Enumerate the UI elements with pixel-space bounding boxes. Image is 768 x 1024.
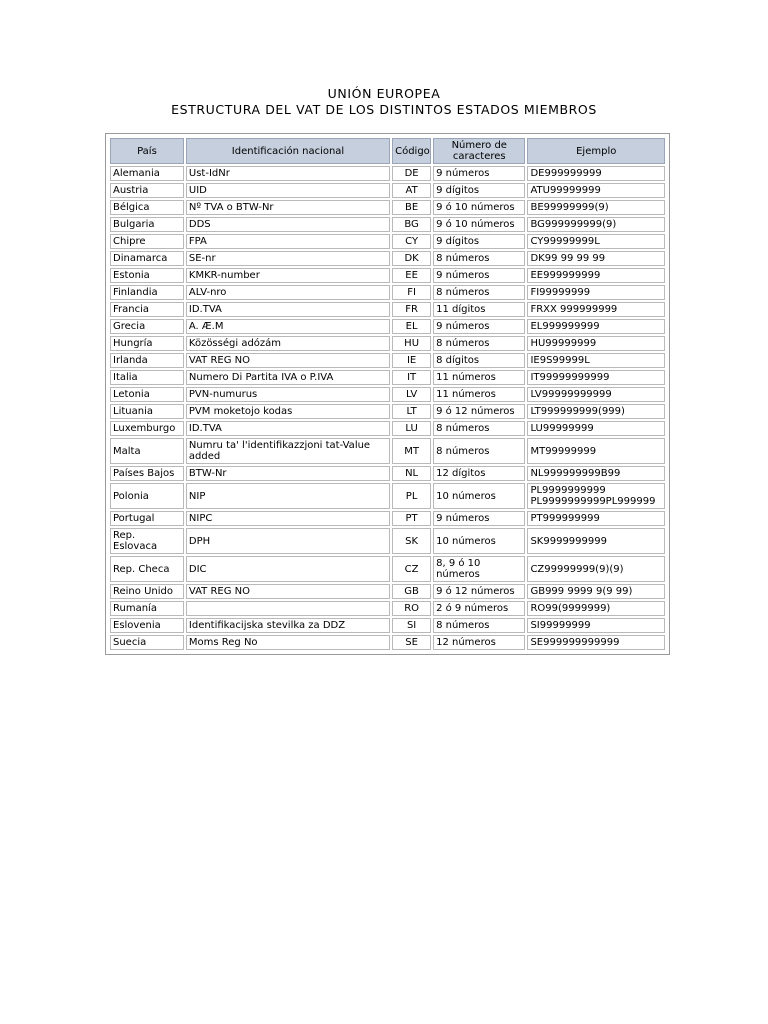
table-row bbox=[110, 166, 665, 181]
cell-national-id: Ust-IdNr bbox=[186, 166, 390, 181]
header-national-id: Identificación nacional bbox=[186, 138, 390, 164]
cell-code: BG bbox=[392, 217, 431, 232]
cell-example: IT99999999999 bbox=[527, 370, 665, 385]
cell-char-count: 10 números bbox=[433, 483, 525, 509]
table-body bbox=[110, 166, 665, 650]
table-row bbox=[110, 302, 665, 317]
table-row bbox=[110, 438, 665, 464]
table-row bbox=[110, 404, 665, 419]
cell-char-count: 12 números bbox=[433, 635, 525, 650]
vat-structure-table bbox=[108, 136, 667, 652]
table-row bbox=[110, 319, 665, 334]
cell-char-count: 9 dígitos bbox=[433, 234, 525, 249]
table-row bbox=[110, 584, 665, 599]
cell-code: MT bbox=[392, 438, 431, 464]
cell-national-id: DPH bbox=[186, 528, 390, 554]
cell-example: ATU99999999 bbox=[527, 183, 665, 198]
cell-country: Irlanda bbox=[110, 353, 184, 368]
cell-code: LT bbox=[392, 404, 431, 419]
cell-code: NL bbox=[392, 466, 431, 481]
cell-country: Bélgica bbox=[110, 200, 184, 215]
cell-country: Chipre bbox=[110, 234, 184, 249]
cell-national-id: PVN-numurus bbox=[186, 387, 390, 402]
cell-national-id: FPA bbox=[186, 234, 390, 249]
table-row bbox=[110, 336, 665, 351]
cell-country: Eslovenia bbox=[110, 618, 184, 633]
table-row bbox=[110, 268, 665, 283]
cell-example: PT999999999 bbox=[527, 511, 665, 526]
cell-code: IT bbox=[392, 370, 431, 385]
cell-country: Malta bbox=[110, 438, 184, 464]
header-example: Ejemplo bbox=[527, 138, 665, 164]
table-row bbox=[110, 466, 665, 481]
table-row bbox=[110, 251, 665, 266]
cell-char-count: 11 números bbox=[433, 370, 525, 385]
cell-example: SI99999999 bbox=[527, 618, 665, 633]
table-row bbox=[110, 353, 665, 368]
cell-national-id: KMKR-number bbox=[186, 268, 390, 283]
cell-country: Rep. Eslovaca bbox=[110, 528, 184, 554]
cell-national-id bbox=[186, 601, 390, 616]
cell-national-id: ALV-nro bbox=[186, 285, 390, 300]
cell-example: SE999999999999 bbox=[527, 635, 665, 650]
cell-national-id: Moms Reg No bbox=[186, 635, 390, 650]
cell-code: LV bbox=[392, 387, 431, 402]
cell-example: PL9999999999 PL9999999999PL999999 bbox=[527, 483, 665, 509]
cell-code: EE bbox=[392, 268, 431, 283]
cell-country: Grecia bbox=[110, 319, 184, 334]
table-row bbox=[110, 217, 665, 232]
cell-example: LT999999999(999) bbox=[527, 404, 665, 419]
cell-country: Finlandia bbox=[110, 285, 184, 300]
table-header-row bbox=[110, 138, 665, 164]
table-row bbox=[110, 483, 665, 509]
table-row bbox=[110, 200, 665, 215]
cell-example: HU99999999 bbox=[527, 336, 665, 351]
cell-code: DE bbox=[392, 166, 431, 181]
cell-example: CY99999999L bbox=[527, 234, 665, 249]
cell-code: HU bbox=[392, 336, 431, 351]
cell-national-id: Numru ta' l'identifikazzjoni tat-Value added bbox=[186, 438, 390, 464]
cell-national-id: DDS bbox=[186, 217, 390, 232]
cell-country: Dinamarca bbox=[110, 251, 184, 266]
cell-country: Reino Unido bbox=[110, 584, 184, 599]
table-row bbox=[110, 556, 665, 582]
cell-national-id: VAT REG NO bbox=[186, 353, 390, 368]
cell-country: Alemania bbox=[110, 166, 184, 181]
cell-national-id: NIP bbox=[186, 483, 390, 509]
cell-country: Letonia bbox=[110, 387, 184, 402]
cell-country: Polonia bbox=[110, 483, 184, 509]
header-code: Código bbox=[392, 138, 431, 164]
cell-char-count: 11 números bbox=[433, 387, 525, 402]
table-row bbox=[110, 601, 665, 616]
cell-country: Lituania bbox=[110, 404, 184, 419]
cell-code: PL bbox=[392, 483, 431, 509]
table-row bbox=[110, 618, 665, 633]
cell-example: BE99999999(9) bbox=[527, 200, 665, 215]
cell-national-id: ID.TVA bbox=[186, 421, 390, 436]
cell-char-count: 8 dígitos bbox=[433, 353, 525, 368]
cell-char-count: 9 ó 12 números bbox=[433, 404, 525, 419]
cell-country: Hungría bbox=[110, 336, 184, 351]
cell-char-count: 8 números bbox=[433, 618, 525, 633]
cell-example: BG999999999(9) bbox=[527, 217, 665, 232]
cell-national-id: ID.TVA bbox=[186, 302, 390, 317]
cell-country: Bulgaria bbox=[110, 217, 184, 232]
cell-example: LV99999999999 bbox=[527, 387, 665, 402]
table-row bbox=[110, 511, 665, 526]
cell-char-count: 8 números bbox=[433, 285, 525, 300]
cell-national-id: SE-nr bbox=[186, 251, 390, 266]
cell-char-count: 8 números bbox=[433, 336, 525, 351]
cell-char-count: 12 dígitos bbox=[433, 466, 525, 481]
title-line-2: ESTRUCTURA DEL VAT DE LOS DISTINTOS ESTADOS MIEMBROS bbox=[171, 102, 597, 117]
cell-national-id: Közösségi adózám bbox=[186, 336, 390, 351]
cell-example: IE9S99999L bbox=[527, 353, 665, 368]
cell-national-id: NIPC bbox=[186, 511, 390, 526]
cell-country: Estonia bbox=[110, 268, 184, 283]
document-title bbox=[0, 86, 768, 118]
cell-country: Suecia bbox=[110, 635, 184, 650]
cell-code: SK bbox=[392, 528, 431, 554]
cell-code: CZ bbox=[392, 556, 431, 582]
cell-code: RO bbox=[392, 601, 431, 616]
cell-national-id: Nº TVA o BTW-Nr bbox=[186, 200, 390, 215]
cell-example: GB999 9999 9(9 99) bbox=[527, 584, 665, 599]
cell-national-id: Identifikacijska stevilka za DDZ bbox=[186, 618, 390, 633]
cell-char-count: 8 números bbox=[433, 251, 525, 266]
cell-country: Países Bajos bbox=[110, 466, 184, 481]
cell-example: FRXX 999999999 bbox=[527, 302, 665, 317]
cell-country: Austria bbox=[110, 183, 184, 198]
cell-country: Luxemburgo bbox=[110, 421, 184, 436]
cell-code: PT bbox=[392, 511, 431, 526]
table-row bbox=[110, 285, 665, 300]
cell-example: CZ99999999(9)(9) bbox=[527, 556, 665, 582]
vat-table-container bbox=[105, 133, 670, 655]
cell-example: SK9999999999 bbox=[527, 528, 665, 554]
cell-code: FR bbox=[392, 302, 431, 317]
table-row bbox=[110, 183, 665, 198]
cell-country: Italia bbox=[110, 370, 184, 385]
cell-code: LU bbox=[392, 421, 431, 436]
cell-example: MT99999999 bbox=[527, 438, 665, 464]
cell-char-count: 10 números bbox=[433, 528, 525, 554]
cell-example: NL999999999B99 bbox=[527, 466, 665, 481]
cell-example: DK99 99 99 99 bbox=[527, 251, 665, 266]
cell-code: SE bbox=[392, 635, 431, 650]
cell-char-count: 9 ó 12 números bbox=[433, 584, 525, 599]
cell-char-count: 8 números bbox=[433, 421, 525, 436]
cell-code: AT bbox=[392, 183, 431, 198]
cell-example: LU99999999 bbox=[527, 421, 665, 436]
cell-char-count: 8, 9 ó 10 números bbox=[433, 556, 525, 582]
cell-char-count: 9 números bbox=[433, 166, 525, 181]
cell-national-id: VAT REG NO bbox=[186, 584, 390, 599]
cell-example: FI99999999 bbox=[527, 285, 665, 300]
cell-char-count: 9 números bbox=[433, 511, 525, 526]
table-row bbox=[110, 387, 665, 402]
cell-code: EL bbox=[392, 319, 431, 334]
cell-code: DK bbox=[392, 251, 431, 266]
cell-code: SI bbox=[392, 618, 431, 633]
table-row bbox=[110, 370, 665, 385]
cell-char-count: 9 ó 10 números bbox=[433, 217, 525, 232]
table-row bbox=[110, 421, 665, 436]
cell-code: FI bbox=[392, 285, 431, 300]
table-row bbox=[110, 528, 665, 554]
table-row bbox=[110, 234, 665, 249]
cell-char-count: 9 ó 10 números bbox=[433, 200, 525, 215]
header-country: País bbox=[110, 138, 184, 164]
cell-national-id: DIC bbox=[186, 556, 390, 582]
cell-national-id: UID bbox=[186, 183, 390, 198]
cell-country: Rep. Checa bbox=[110, 556, 184, 582]
table-row bbox=[110, 635, 665, 650]
cell-national-id: PVM moketojo kodas bbox=[186, 404, 390, 419]
cell-char-count: 9 números bbox=[433, 268, 525, 283]
cell-example: DE999999999 bbox=[527, 166, 665, 181]
cell-code: GB bbox=[392, 584, 431, 599]
cell-example: EL999999999 bbox=[527, 319, 665, 334]
cell-char-count: 11 dígitos bbox=[433, 302, 525, 317]
cell-country: Portugal bbox=[110, 511, 184, 526]
cell-country: Francia bbox=[110, 302, 184, 317]
cell-code: BE bbox=[392, 200, 431, 215]
cell-example: EE999999999 bbox=[527, 268, 665, 283]
cell-code: IE bbox=[392, 353, 431, 368]
cell-example: RO99(9999999) bbox=[527, 601, 665, 616]
cell-char-count: 2 ó 9 números bbox=[433, 601, 525, 616]
cell-char-count: 8 números bbox=[433, 438, 525, 464]
header-char-count: Número de caracteres bbox=[433, 138, 525, 164]
cell-country: Rumanía bbox=[110, 601, 184, 616]
cell-char-count: 9 números bbox=[433, 319, 525, 334]
cell-char-count: 9 dígitos bbox=[433, 183, 525, 198]
cell-national-id: Numero Di Partita IVA o P.IVA bbox=[186, 370, 390, 385]
title-line-1: UNIÓN EUROPEA bbox=[327, 86, 441, 101]
cell-national-id: BTW-Nr bbox=[186, 466, 390, 481]
cell-code: CY bbox=[392, 234, 431, 249]
cell-national-id: A. Æ.M bbox=[186, 319, 390, 334]
